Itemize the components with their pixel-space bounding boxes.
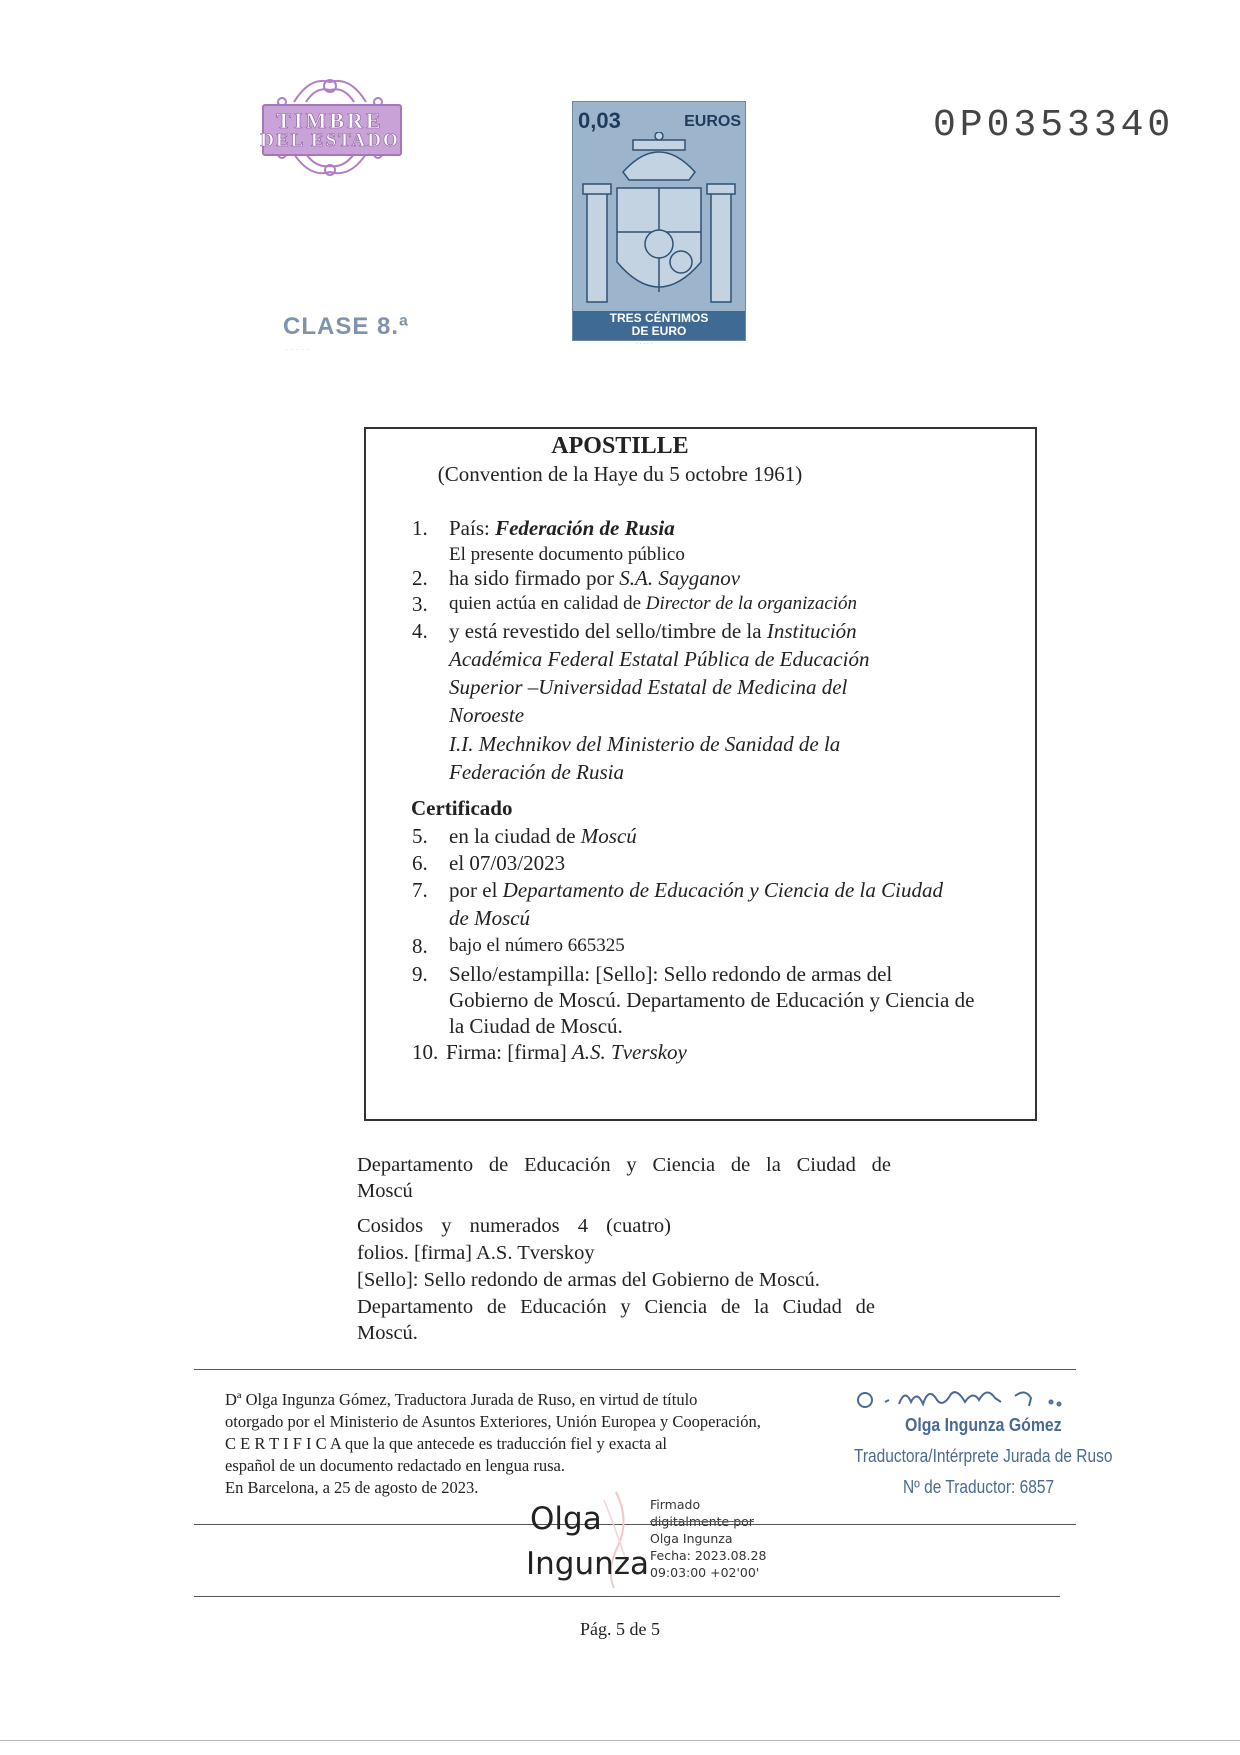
word: de (871, 1154, 891, 1176)
clase-label: CLASE 8.ª (283, 313, 409, 340)
stamp-title: Traductora/Intérprete Jurada de Ruso (854, 1446, 1113, 1466)
word: y (441, 1215, 452, 1237)
item-1-label: País: (449, 516, 496, 540)
fiscal-value: 0,03 (578, 108, 621, 133)
word: 4 (577, 1215, 588, 1237)
word: de (730, 1154, 751, 1176)
word: Ciencia (652, 1154, 716, 1176)
document-line: El presente documento público (449, 544, 685, 565)
item-number: 3. (412, 592, 428, 616)
digital-signature-info (650, 1496, 766, 1581)
translator-line4: español de un documento redactado en lengua rusa. (225, 1456, 565, 1475)
fiscal-microtext: · · · · · (636, 341, 653, 347)
fiscal-band-line2: DE EURO (631, 324, 687, 338)
item-1-value: Federación de Rusia (495, 516, 675, 540)
digital-signature-info-line1: Firmado (650, 1497, 701, 1512)
serial-number: 0P0353340 (933, 104, 1175, 147)
item-4-line6: Federación de Rusia (449, 760, 624, 784)
item-5 (449, 822, 637, 850)
item-7-line2: de Moscú (449, 906, 531, 930)
timbre-del-estado-stamp (254, 72, 406, 182)
timbre-line1: TIMBRE (276, 108, 384, 133)
item-3-value: Director de la organización (645, 593, 858, 614)
word: de (855, 1296, 875, 1318)
item-10 (446, 1038, 687, 1066)
stamp-name: Olga Ingunza Gómez (905, 1415, 1062, 1435)
item-number: 6. (412, 851, 428, 875)
item-4-text: y está revestido del sello/timbre de la (449, 619, 767, 643)
digital-signature-info-line5: 09:03:00 +02'00' (650, 1565, 760, 1580)
item-3-text: quien actúa en calidad de (449, 593, 646, 614)
item-10-text: Firma: [firma] (446, 1040, 572, 1064)
digital-signature-info-line2: digitalmente por (650, 1514, 754, 1529)
fiscal-currency: EUROS (684, 113, 741, 130)
certifica-word: C E R T I F I C A (225, 1434, 341, 1453)
word: y (620, 1296, 631, 1318)
word: Departamento (357, 1296, 474, 1318)
digital-signature-first: Olga (530, 1501, 602, 1537)
sello-line: [Sello]: Sello redondo de armas del Gobierno de Moscú. (357, 1269, 820, 1291)
word: Ciudad (782, 1296, 842, 1318)
translator-line5: En Barcelona, a 25 de agosto de 2023. (225, 1478, 479, 1497)
timbre-line2: DEL ESTADO (260, 130, 400, 151)
dept2-line1 (357, 1294, 875, 1321)
translator-line3 (225, 1433, 667, 1455)
dept2-line2: Moscú. (357, 1322, 418, 1344)
item-9-line3: la Ciudad de Moscú. (449, 1014, 623, 1038)
word: numerados (469, 1215, 560, 1237)
item-7 (449, 876, 943, 904)
item-3 (449, 590, 857, 618)
fiscal-band-line1: TRES CÉNTIMOS (609, 311, 709, 325)
item-number: 1. (412, 516, 428, 540)
dept-line1 (357, 1152, 891, 1179)
translator-line3-rest: que la que antecede es traducción fiel y exacta al (340, 1434, 668, 1453)
word: (cuatro) (606, 1215, 671, 1237)
item-number: 2. (412, 566, 428, 590)
item-4-line2: Académica Federal Estatal Pública de Educación (449, 647, 870, 671)
digital-signature-last: Ingunza (526, 1546, 650, 1582)
fiscal-band (573, 311, 745, 340)
item-number: 4. (412, 619, 428, 643)
certified-heading: Certificado (411, 796, 513, 820)
item-5-text: en la ciudad de (449, 824, 581, 848)
item-number: 7. (412, 878, 428, 902)
item-2 (449, 564, 740, 592)
item-7-text: por el (449, 878, 503, 902)
coat-of-arms-icon (573, 132, 745, 312)
item-4-value: Institución (766, 619, 857, 643)
item-4-line4: Noroeste (449, 703, 525, 727)
digital-signature-info-line4: Fecha: 2023.08.28 (650, 1548, 767, 1563)
word: la (766, 1154, 781, 1176)
item-9-line1: Sello/estampilla: [Sello]: Sello redondo de armas del (449, 962, 893, 986)
scan-edge-line (0, 1740, 1240, 1741)
translator-line1: Dª Olga Ingunza Gómez, Traductora Jurada de Ruso, en virtud de título (225, 1390, 698, 1409)
separator-line-top (194, 1369, 1076, 1370)
item-5-value: Moscú (580, 824, 637, 848)
fiscal-stamp (572, 101, 746, 341)
item-1 (449, 514, 675, 542)
item-number: 8. (412, 934, 428, 958)
separator-line-bottom (194, 1596, 1060, 1597)
word: Ciencia (644, 1296, 708, 1318)
word: Cosidos (357, 1215, 424, 1237)
apostille-convention: (Convention de la Haye du 5 octobre 1961) (437, 462, 803, 486)
item-7-value: Departamento de Educación y Ciencia de la Ciudad (502, 878, 943, 902)
item-number: 9. (412, 962, 428, 986)
item-4-line5: I.I. Mechnikov del Ministerio de Sanidad de la (449, 732, 841, 756)
item-10-value: A.S. Tverskoy (571, 1040, 687, 1064)
item-6: el 07/03/2023 (449, 851, 566, 875)
digital-signature-info-line3: Olga Ingunza (650, 1531, 733, 1546)
word: Educación (520, 1296, 607, 1318)
word: y (626, 1154, 637, 1176)
stamp-number: Nº de Traductor: 6857 (903, 1477, 1055, 1497)
item-9-line2: Gobierno de Moscú. Departamento de Educación y Ciencia de (449, 988, 975, 1012)
word: Departamento (357, 1154, 474, 1176)
clase-sub-decoration: ····· (285, 344, 312, 355)
page-number: Pág. 5 de 5 (580, 1619, 660, 1639)
item-4 (449, 617, 857, 645)
folios-line: folios. [firma] A.S. Tverskoy (357, 1242, 595, 1264)
item-8: bajo el número 665325 (449, 935, 625, 956)
translator-line2: otorgado por el Ministerio de Asuntos Exteriores, Unión Europea y Cooperación, (225, 1412, 761, 1431)
dept-line2: Moscú (357, 1180, 413, 1202)
word: de (488, 1154, 509, 1176)
word: Ciudad (796, 1154, 856, 1176)
handwritten-signature (855, 1378, 1075, 1418)
word: Educación (524, 1154, 611, 1176)
digital-signature-name (528, 1497, 649, 1587)
item-number: 10. (412, 1040, 439, 1064)
item-number: 5. (412, 824, 428, 848)
word: de (720, 1296, 741, 1318)
item-2-text: ha sido firmado por (449, 566, 620, 590)
word: de (486, 1296, 507, 1318)
cosidos-line (357, 1213, 671, 1240)
item-2-value: S.A. Sayganov (619, 566, 741, 590)
item-4-line3: Superior –Universidad Estatal de Medicina del (449, 675, 848, 699)
apostille-title: APOSTILLE (551, 433, 689, 459)
word: la (754, 1296, 769, 1318)
